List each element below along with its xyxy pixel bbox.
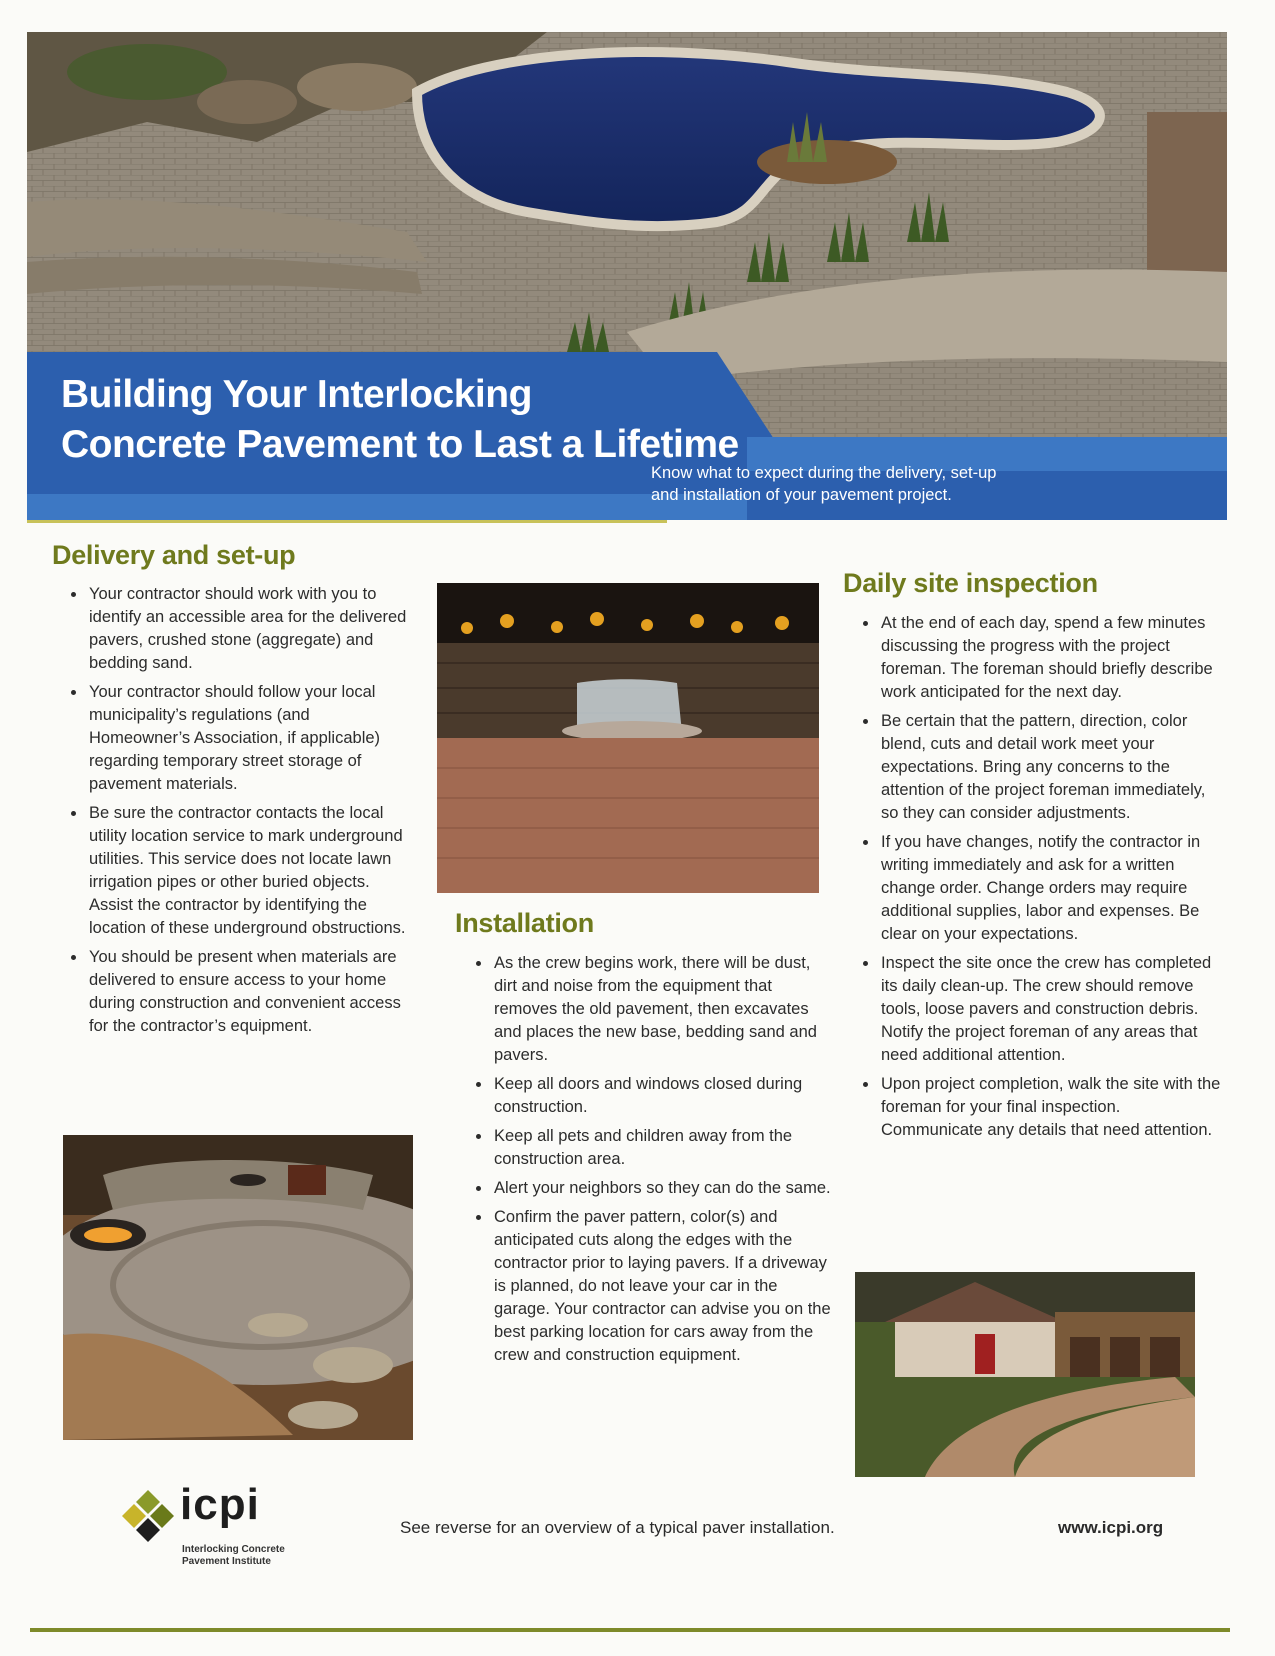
title-line-1: Building Your Interlocking	[61, 373, 532, 416]
list-item: • Alert your neighbors so they can do the same.	[492, 1177, 832, 1200]
list-item: • Your contractor should work with you to identify an accessible area for the delivered pavers, crushed stone (aggregate) and bedding sand.	[87, 583, 407, 675]
list-item: • If you have changes, notify the contractor in writing immediately and ask for a written change order. Change orders may require additional supplies, labor and expenses. Be clear on your expectations.	[879, 831, 1224, 946]
hero-accent-line	[27, 520, 667, 523]
waterfall-wall-photo	[437, 583, 819, 893]
list-item: • Your contractor should follow your local municipality’s regulations (and Homeowner’s Association, if applicable) regarding temporary street storage of pavement materials.	[87, 681, 407, 796]
subtitle-line-1: Know what to expect during the delivery, set-up	[651, 464, 997, 482]
list-item: • Upon project completion, walk the site with the foreman for your final inspection. Communicate any details that need attention.	[879, 1073, 1224, 1142]
footer-divider	[30, 1628, 1230, 1632]
footer-url-link[interactable]: www.icpi.org	[1058, 1518, 1164, 1537]
footer-note: See reverse for an overview of a typical paver installation.	[400, 1518, 835, 1537]
installation-heading: Installation	[455, 908, 594, 938]
logo-sub-line-2: Pavement Institute	[182, 1556, 271, 1567]
patio-firepit-photo	[63, 1135, 413, 1440]
inspection-list	[857, 612, 1224, 1148]
list-item: • Be sure the contractor contacts the local utility location service to mark underground utilities. This service does not locate lawn irrigation pipes or other buried objects. Assist the contractor by identifying the location of these underground obstructions.	[87, 802, 407, 940]
list-item: • Keep all pets and children away from the construction area.	[492, 1125, 832, 1171]
list-item: • As the crew begins work, there will be dust, dirt and noise from the equipment that removes the old pavement, then excavates and places the new base, bedding sand and pavers.	[492, 952, 832, 1067]
list-item: • Keep all doors and windows closed during construction.	[492, 1073, 832, 1119]
icpi-diamond-icon	[120, 1488, 176, 1548]
hero-banner	[27, 32, 1227, 520]
inspection-heading: Daily site inspection	[843, 568, 1098, 598]
installation-list	[470, 952, 832, 1373]
list-item: • Inspect the site once the crew has completed its daily clean-up. The crew should remove tools, loose pavers and construction debris. Notify the project foreman of any areas that need additional attention.	[879, 952, 1224, 1067]
list-item: • You should be present when materials are delivered to ensure access to your home during construction and convenient access for the contractor’s equipment.	[87, 946, 407, 1038]
driveway-house-photo	[855, 1272, 1195, 1477]
list-item: • Confirm the paver pattern, color(s) and anticipated cuts along the edges with the contractor prior to laying pavers. If a driveway is planned, do not leave your car in the garage. Your contractor can advise you on the best parking location for cars away from the crew and construction equipment.	[492, 1206, 832, 1367]
logo-wordmark: icpi	[180, 1480, 260, 1529]
list-item: • At the end of each day, spend a few minutes discussing the progress with the project foreman. The foreman should briefly describe work anticipated for the next day.	[879, 612, 1224, 704]
list-item: • Be certain that the pattern, direction, color blend, cuts and detail work meet your expectations. Bring any concerns to the attention of the project foreman immediately, so they can consider adjustments.	[879, 710, 1224, 825]
delivery-heading: Delivery and set-up	[52, 540, 296, 570]
title-line-2: Concrete Pavement to Last a Lifetime	[61, 423, 739, 466]
subtitle-line-2: and installation of your pavement project.	[651, 486, 952, 504]
logo-sub-line-1: Interlocking Concrete	[182, 1544, 285, 1555]
logo-subtitle	[182, 1544, 322, 1568]
page-subtitle	[651, 462, 1171, 506]
page-title	[61, 370, 739, 470]
delivery-list	[65, 583, 407, 1044]
icpi-logo	[120, 1480, 310, 1578]
